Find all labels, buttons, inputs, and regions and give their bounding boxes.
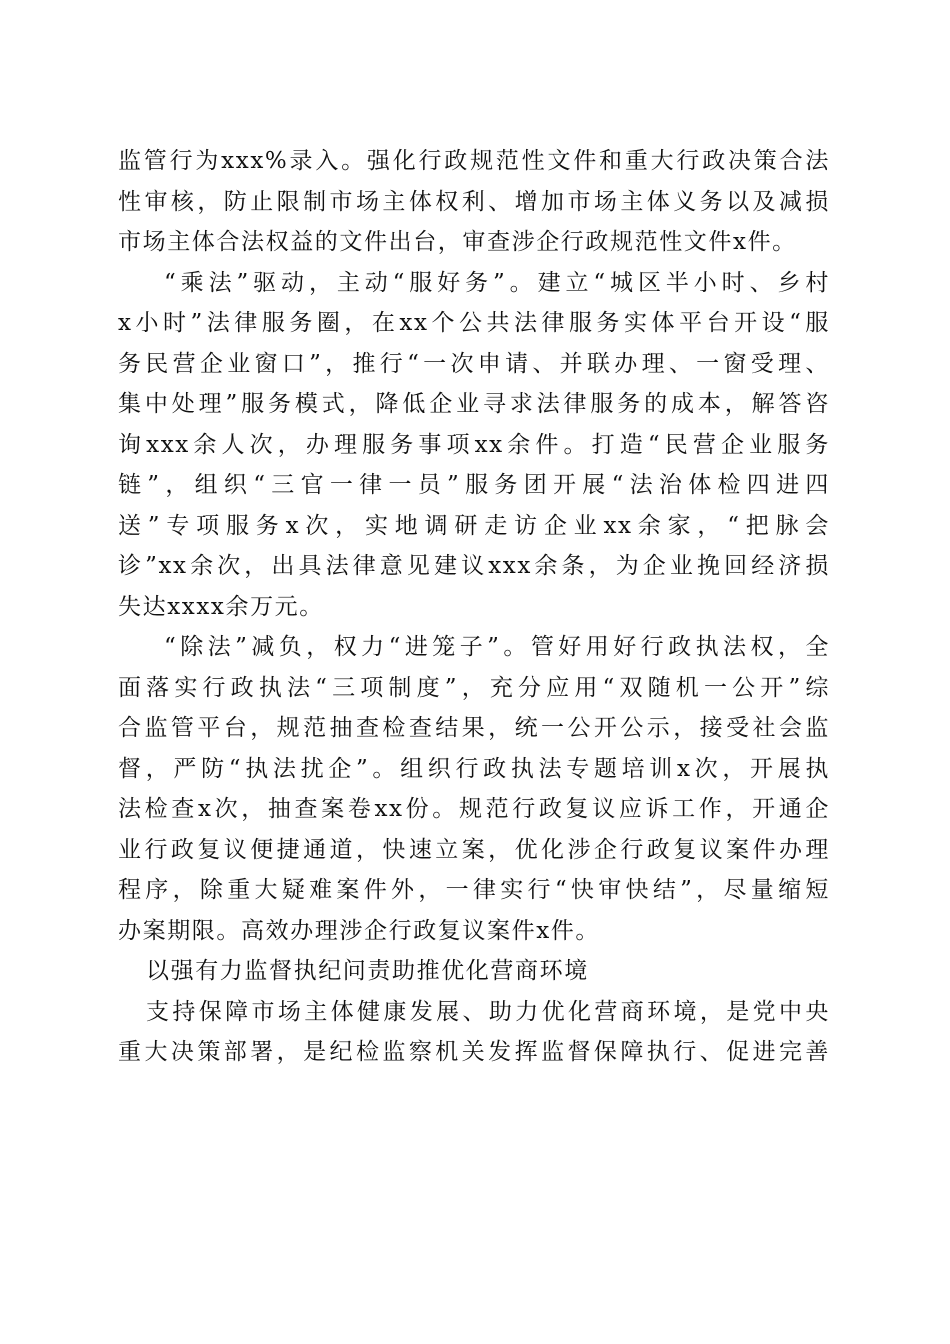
paragraph-1	[118, 141, 830, 263]
text-line: 办案期限。高效办理涉企行政复议案件x件。	[118, 917, 600, 944]
text-line: “乘法”驱动，主动“服好务”。建立“城区半小时、乡村	[164, 269, 830, 296]
text-line: 送”专项服务x次，实地调研走访企业xx余家，“把脉会	[118, 512, 830, 539]
text-line: 支持保障市场主体健康发展、助力优化营商环境，是党中央	[146, 998, 830, 1025]
text-line: “除法”减负，权力“进笼子”。管好用好行政执法权，全	[164, 634, 830, 660]
text-line: 程序，除重大疑难案件外，一律实行“快审快结”，尽量缩短	[118, 877, 830, 903]
text-line: 监管行为xxx%录入。强化行政规范性文件和重大行政决策合法	[118, 148, 830, 174]
paragraph-2	[118, 263, 830, 628]
text-line: 失达xxxx余万元。	[118, 593, 324, 620]
text-line: 链”，组织“三官一律一员”服务团开展“法治体检四进四	[118, 472, 830, 498]
heading-line: 以强有力监督执纪问责助推优化营商环境	[146, 958, 589, 984]
text-line: 业行政复议便捷通道，快速立案，优化涉企行政复议案件办理	[118, 836, 830, 863]
text-line: 法检查x次，抽查案卷xx份。规范行政复议应诉工作，开通企	[118, 796, 830, 822]
text-line: x小时”法律服务圈，在xx个公共法律服务实体平台开设“服	[118, 310, 830, 336]
text-line: 面落实行政执法“三项制度”，充分应用“双随机一公开”综	[118, 674, 830, 701]
text-line: 询xxx余人次，办理服务事项xx余件。打造“民营企业服务	[118, 431, 830, 458]
text-line: 合监管平台，规范抽查检查结果，统一公开公示，接受社会监	[118, 715, 830, 741]
text-line: 督，严防“执法扰企”。组织行政执法专题培训x次，开展执	[118, 755, 830, 782]
paragraph-4	[118, 992, 830, 1073]
text-line: 市场主体合法权益的文件出台，审查涉企行政规范性文件x件。	[118, 229, 797, 255]
text-line: 务民营企业窗口”，推行“一次申请、并联办理、一窗受理、	[118, 350, 830, 377]
text-line: 重大决策部署，是纪检监察机关发挥监督保障执行、促进完善	[118, 1039, 830, 1065]
text-line: 集中处理”服务模式，降低企业寻求法律服务的成本，解答咨	[118, 391, 830, 417]
text-line: 性审核，防止限制市场主体权利、增加市场主体义务以及减损	[118, 188, 830, 215]
section-heading	[118, 951, 830, 992]
paragraph-3	[118, 627, 830, 951]
text-line: 诊”xx余次，出具法律意见建议xxx余条，为企业挽回经济损	[118, 553, 830, 579]
document-body	[118, 141, 830, 1073]
